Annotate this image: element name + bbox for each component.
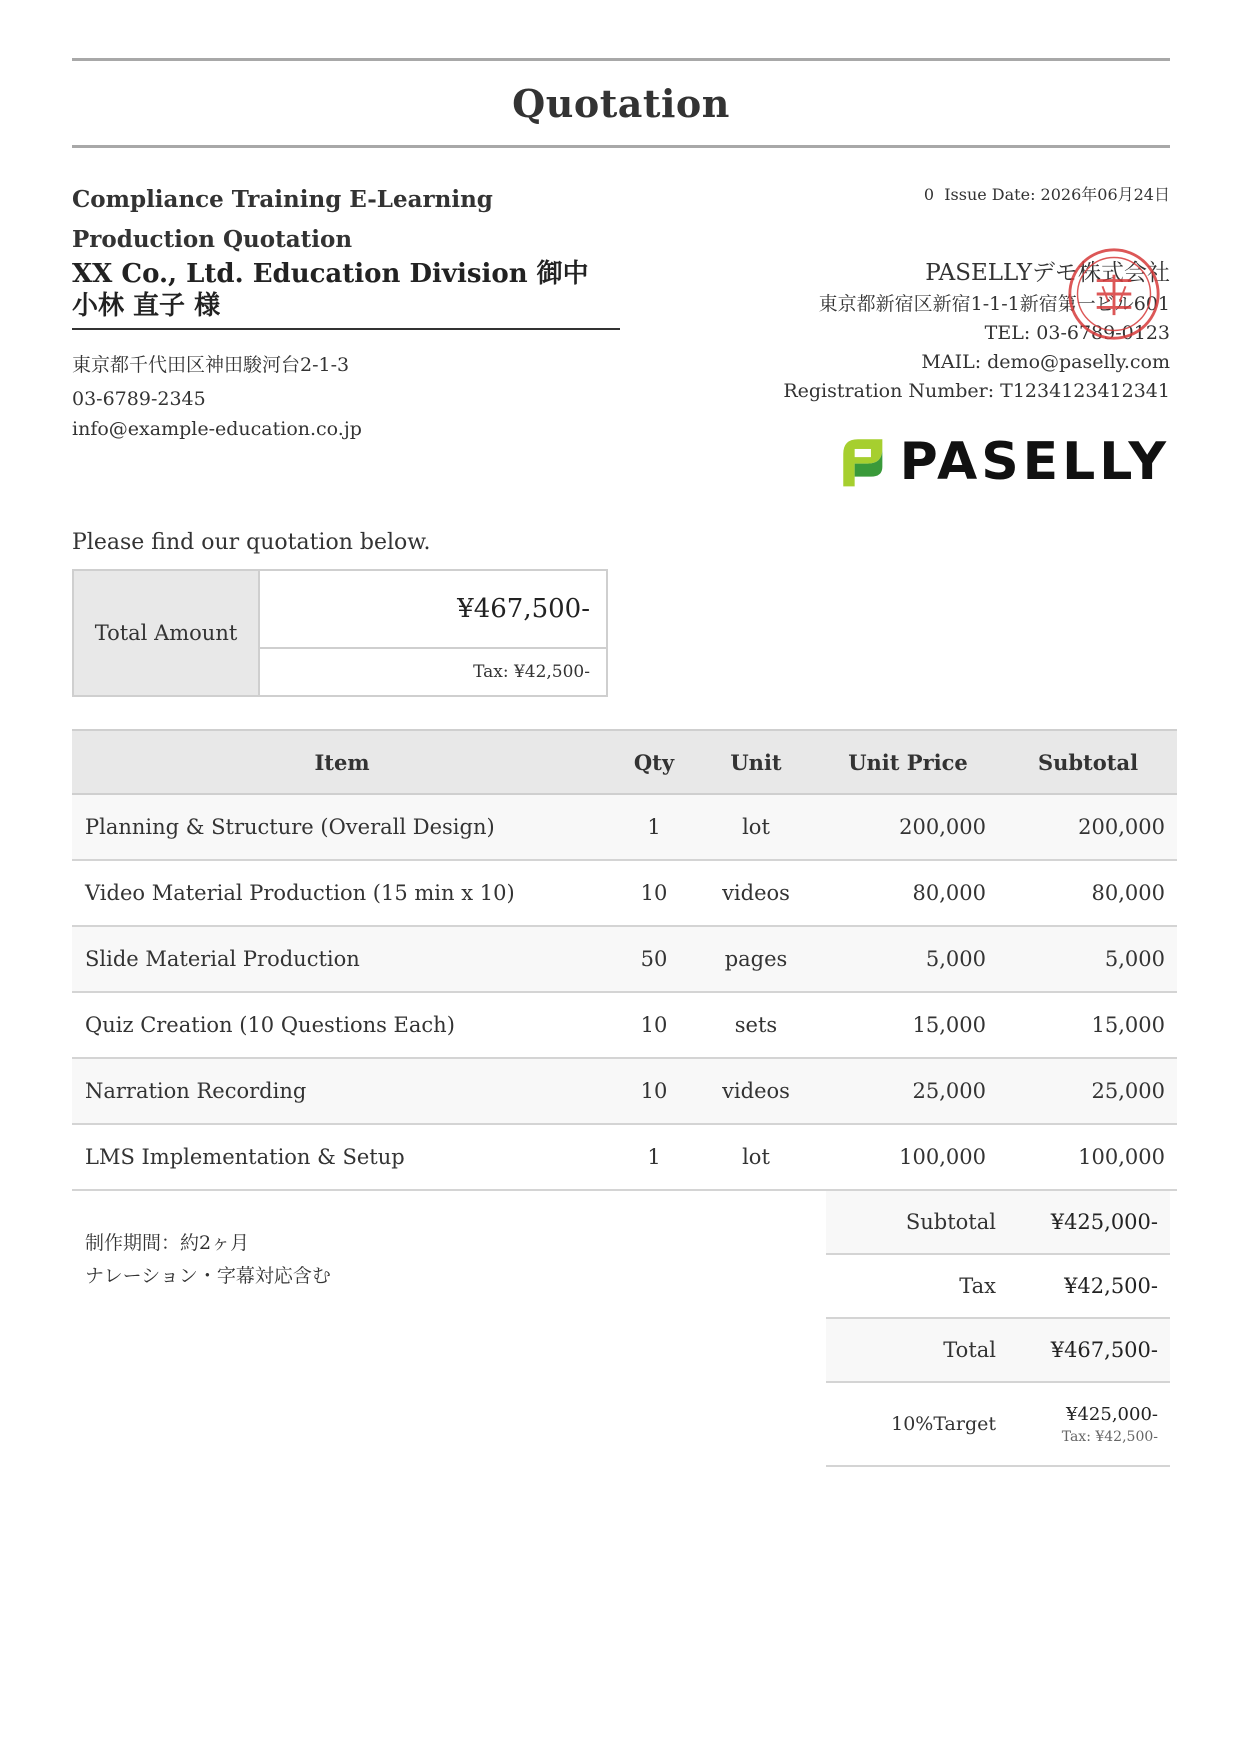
table-row <box>72 1124 1177 1190</box>
company-logo <box>840 430 1170 494</box>
row-unit: lot <box>695 1124 817 1190</box>
row-unit: videos <box>695 860 817 926</box>
row-item: Slide Material Production <box>72 926 613 992</box>
row-unit: lot <box>695 794 817 860</box>
logo-wordmark: PASELLY <box>899 432 1170 492</box>
total-amount-value: ¥467,500- <box>260 571 606 649</box>
target-value: ¥425,000- <box>1066 1403 1158 1425</box>
quotation-subject: Compliance Training E-Learning Production Quotation <box>72 186 493 253</box>
row-qty: 10 <box>613 992 695 1058</box>
row-item: Quiz Creation (10 Questions Each) <box>72 992 613 1058</box>
remarks <box>85 1227 331 1293</box>
issuer-name: PASELLYデモ株式会社 <box>925 260 1170 286</box>
row-unit-price: 200,000 <box>817 794 998 860</box>
subtotal-value: ¥425,000- <box>1050 1210 1158 1234</box>
row-unit-price: 25,000 <box>817 1058 998 1124</box>
title-band <box>72 58 1170 148</box>
total-amount-tax: Tax: ¥42,500- <box>473 662 590 682</box>
table-header-row <box>72 730 1177 794</box>
header-unit: Unit <box>695 730 817 794</box>
client-address: 東京都千代田区神田駿河台2-1-3 <box>72 354 350 376</box>
issuer-tel: TEL: 03-6789-0123 <box>984 322 1170 344</box>
subtotal-label: Subtotal <box>905 1210 996 1234</box>
row-qty: 1 <box>613 1124 695 1190</box>
remark-line: ナレーション・字幕対応含む <box>85 1265 331 1287</box>
quotation-page <box>72 58 1170 1491</box>
client-phone: 03-6789-2345 <box>72 388 206 410</box>
header-item: Item <box>72 730 613 794</box>
paselly-logo-icon <box>840 432 886 492</box>
row-subtotal: 5,000 <box>998 926 1177 992</box>
client-name: XX Co., Ltd. Education Division 御中 小林 直子 様 <box>72 258 620 330</box>
issue-number: 0 <box>923 185 935 204</box>
total-label: Total <box>943 1338 996 1362</box>
row-unit: videos <box>695 1058 817 1124</box>
row-unit-price: 5,000 <box>817 926 998 992</box>
intro-text: Please find our quotation below. <box>72 530 431 555</box>
row-item: Video Material Production (15 min x 10) <box>72 860 613 926</box>
remark-line: 制作期間：約2ヶ月 <box>85 1232 250 1254</box>
row-qty: 10 <box>613 1058 695 1124</box>
row-subtotal: 25,000 <box>998 1058 1177 1124</box>
row-unit-price: 80,000 <box>817 860 998 926</box>
target-label: 10%Target <box>891 1413 996 1435</box>
issuer-mail: MAIL: demo@paselly.com <box>921 351 1170 373</box>
tax-label: Tax <box>959 1274 996 1298</box>
tax-value: ¥42,500- <box>1064 1274 1158 1298</box>
header-subtotal: Subtotal <box>998 730 1177 794</box>
line-items-table <box>72 729 1177 1191</box>
totals-table <box>826 1191 1170 1467</box>
total-value: ¥467,500- <box>1050 1338 1158 1362</box>
footer-section <box>72 1191 1170 1491</box>
row-item: Planning & Structure (Overall Design) <box>72 794 613 860</box>
total-amount-label: Total Amount <box>74 571 260 695</box>
row-item: LMS Implementation & Setup <box>72 1124 613 1190</box>
issue-date: Issue Date: 2026年06月24日 <box>944 185 1170 204</box>
row-item: Narration Recording <box>72 1058 613 1124</box>
issuer-registration: Registration Number: T1234123412341 <box>783 380 1170 402</box>
header-unit-price: Unit Price <box>817 730 998 794</box>
total-amount-box <box>72 569 608 697</box>
row-subtotal: 100,000 <box>998 1124 1177 1190</box>
totals-target-row <box>826 1383 1170 1467</box>
table-row <box>72 992 1177 1058</box>
table-row <box>72 926 1177 992</box>
table-row <box>72 860 1177 926</box>
row-unit-price: 100,000 <box>817 1124 998 1190</box>
table-row <box>72 794 1177 860</box>
row-unit: pages <box>695 926 817 992</box>
totals-subtotal-row <box>826 1191 1170 1255</box>
totals-tax-row <box>826 1255 1170 1319</box>
header-qty: Qty <box>613 730 695 794</box>
row-subtotal: 15,000 <box>998 992 1177 1058</box>
row-qty: 10 <box>613 860 695 926</box>
issuer-block <box>783 256 1170 406</box>
row-subtotal: 200,000 <box>998 794 1177 860</box>
issuer-address: 東京都新宿区新宿1-1-1新宿第一ビル601 <box>818 293 1170 315</box>
issue-info <box>919 182 1170 205</box>
row-unit: sets <box>695 992 817 1058</box>
document-header <box>72 148 1170 508</box>
table-row <box>72 1058 1177 1124</box>
row-qty: 1 <box>613 794 695 860</box>
document-title: Quotation <box>512 80 730 126</box>
row-subtotal: 80,000 <box>998 860 1177 926</box>
row-unit-price: 15,000 <box>817 992 998 1058</box>
target-tax: Tax: ¥42,500- <box>1061 1428 1158 1445</box>
row-qty: 50 <box>613 926 695 992</box>
client-email: info@example-education.co.jp <box>72 418 362 440</box>
totals-total-row <box>826 1319 1170 1383</box>
